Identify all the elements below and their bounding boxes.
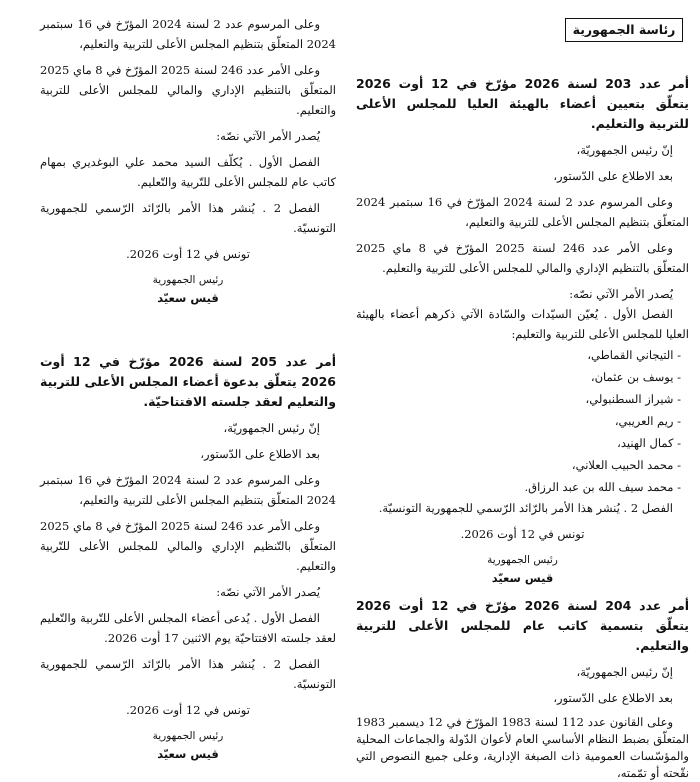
decree-205-visa-2: وعلى الأمر عدد 246 لسنة 2025 المؤرّخ في 8 ماي 2025 المتعلّق بالتّنظيم الإداري والمالي للمجلس الأعلى للتّربية والتعليم. [40, 519, 336, 573]
right-column [356, 74, 689, 587]
decree-203-preamble-2: بعد الاطلاع على الدّستور، [553, 169, 673, 183]
decree-203-date: تونس في 12 أوت 2026. [460, 527, 585, 541]
decree-203-signature-title: رئيس الجمهورية [487, 554, 558, 566]
decree-203-enacts: يُصدر الأمر الآتي نصّه: [569, 287, 673, 301]
decree-205-preamble-2: بعد الاطلاع على الدّستور، [200, 447, 320, 461]
decree-205-enacts: يُصدر الأمر الآتي نصّه: [216, 585, 320, 599]
decree-204-article-1: الفصل الأول . يُكلّف السيد محمد علي البوغديري بمهام كاتب عام للمجلس الأعلى للتّربية والتّعليم. [40, 155, 336, 189]
decree-204-date: تونس في 12 أوت 2026. [126, 247, 250, 261]
list-item: - يوسف بن عثمان، [590, 370, 681, 384]
decree-205-date: تونس في 12 أوت 2026. [126, 703, 250, 717]
section-header-presidency: رئاسة الجمهورية [565, 18, 683, 42]
decree-204-preamble-2: بعد الاطلاع على الدّستور، [553, 691, 673, 705]
list-item: - محمد الحبيب العلاني، [571, 458, 681, 472]
decree-203-visa-1: وعلى المرسوم عدد 2 لسنة 2024 المؤرّخ في 16 سبتمبر 2024 المتعلّق بتنظيم المجلس الأعلى للتربية والتعليم، [356, 195, 689, 229]
decree-204-title: أمر عدد 204 لسنة 2026 مؤرّخ في 12 أوت 2026 يتعلّق بتسمية كاتب عام للمجلس الأعلى للتربية والتعليم. [356, 598, 689, 653]
list-item: - كمال الهنيد، [617, 436, 681, 450]
decree-205-preamble-1: إنّ رئيس الجمهوريّة، [223, 421, 320, 435]
list-item: - شيراز السطنبولي، [585, 392, 681, 406]
decree-205-article-2: الفصل 2 . يُنشر هذا الأمر بالرّائد الرّسمي للجمهورية التونسيّة. [40, 657, 336, 691]
decree-204-visa-2: وعلى المرسوم عدد 2 لسنة 2024 المؤرّخ في 16 سبتمبر 2024 المتعلّق بتنظيم المجلس الأعلى للتربية والتعليم، [40, 17, 336, 51]
decree-204-signature-title: رئيس الجمهورية [152, 274, 224, 286]
decree-203-member-list [356, 344, 689, 498]
decree-205-signature-title: رئيس الجمهورية [152, 730, 224, 742]
decree-204-enacts: يُصدر الأمر الآتي نصّه: [216, 129, 320, 143]
decree-203-article-2: الفصل 2 . يُنشر هذا الأمر بالرّائد الرّسمي للجمهورية التونسيّة. [378, 501, 673, 515]
list-item: - محمد سيف الله بن عبد الرزاق. [524, 480, 681, 494]
decree-203-title: أمر عدد 203 لسنة 2026 مؤرّخ في 12 أوت 2026 يتعلّق بتعيين أعضاء بالهيئة العليا للمجلس الأعلى للتربية والتعليم. [356, 76, 689, 131]
decree-204-visa-3: وعلى الأمر عدد 246 لسنة 2025 المؤرّخ في 8 ماي 2025 المتعلّق بالتنظيم الإداري والمالي للمجلس الأعلى للتربية والتعليم. [40, 63, 336, 117]
decree-205-signature-name: قيس سعيّد [157, 747, 219, 761]
decree-205-visa-1: وعلى المرسوم عدد 2 لسنة 2024 المؤرّخ في 16 سبتمبر 2024 المتعلّق بتنظيم المجلس الأعلى للتربية والتعليم، [40, 473, 336, 507]
list-item: - التيجاني القماطي، [587, 348, 681, 362]
left-column-lower [40, 352, 336, 763]
decree-203-article-1: الفصل الأول . يُعيّن السيّدات والسّادة الآتي ذكرهم أعضاء بالهيئة العليا للمجلس الأعلى للتربية والتعليم: [356, 307, 689, 341]
decree-205-title: أمر عدد 205 لسنة 2026 مؤرّخ في 12 أوت 2026 يتعلّق بدعوة أعضاء المجلس الأعلى للتربية والتعليم لعقد جلسته الافتتاحيّة. [40, 354, 337, 409]
decree-203-signature-name: قيس سعيّد [491, 571, 554, 585]
decree-204-article-2: الفصل 2 . يُنشر هذا الأمر بالرّائد الرّسمي للجمهورية التونسيّة. [40, 201, 336, 235]
decree-205-article-1: الفصل الأول . يُدعى أعضاء المجلس الأعلى للتّربية والتّعليم لعقد جلسته الافتتاحيّة يوم الاثنين 17 أوت 2026. [40, 611, 336, 645]
list-item: - ريم العريبي، [614, 414, 681, 428]
decree-204-preamble-1: إنّ رئيس الجمهوريّة، [576, 665, 673, 679]
right-column-lower [356, 596, 689, 782]
decree-203-visa-2: وعلى الأمر عدد 246 لسنة 2025 المؤرّخ في 8 ماي 2025 المتعلّق بالتنظيم الإداري والمالي للمجلس الأعلى للتربية والتعليم. [356, 241, 689, 275]
decree-203-preamble-1: إنّ رئيس الجمهوريّة، [576, 143, 673, 157]
decree-204-signature-name: قيس سعيّد [157, 291, 219, 305]
decree-204-visa-1: وعلى القانون عدد 112 لسنة 1983 المؤرّخ في 12 ديسمبر 1983 المتعلّق بضبط النظام الأساسي العام لأعوان الدّولة والجماعات المحلية والمؤسّسات العمومية ذات الصبغة الإدارية، وعلى جميع النصوص التي نقّحته أو تمّمته، [356, 715, 689, 780]
left-column [40, 14, 336, 307]
